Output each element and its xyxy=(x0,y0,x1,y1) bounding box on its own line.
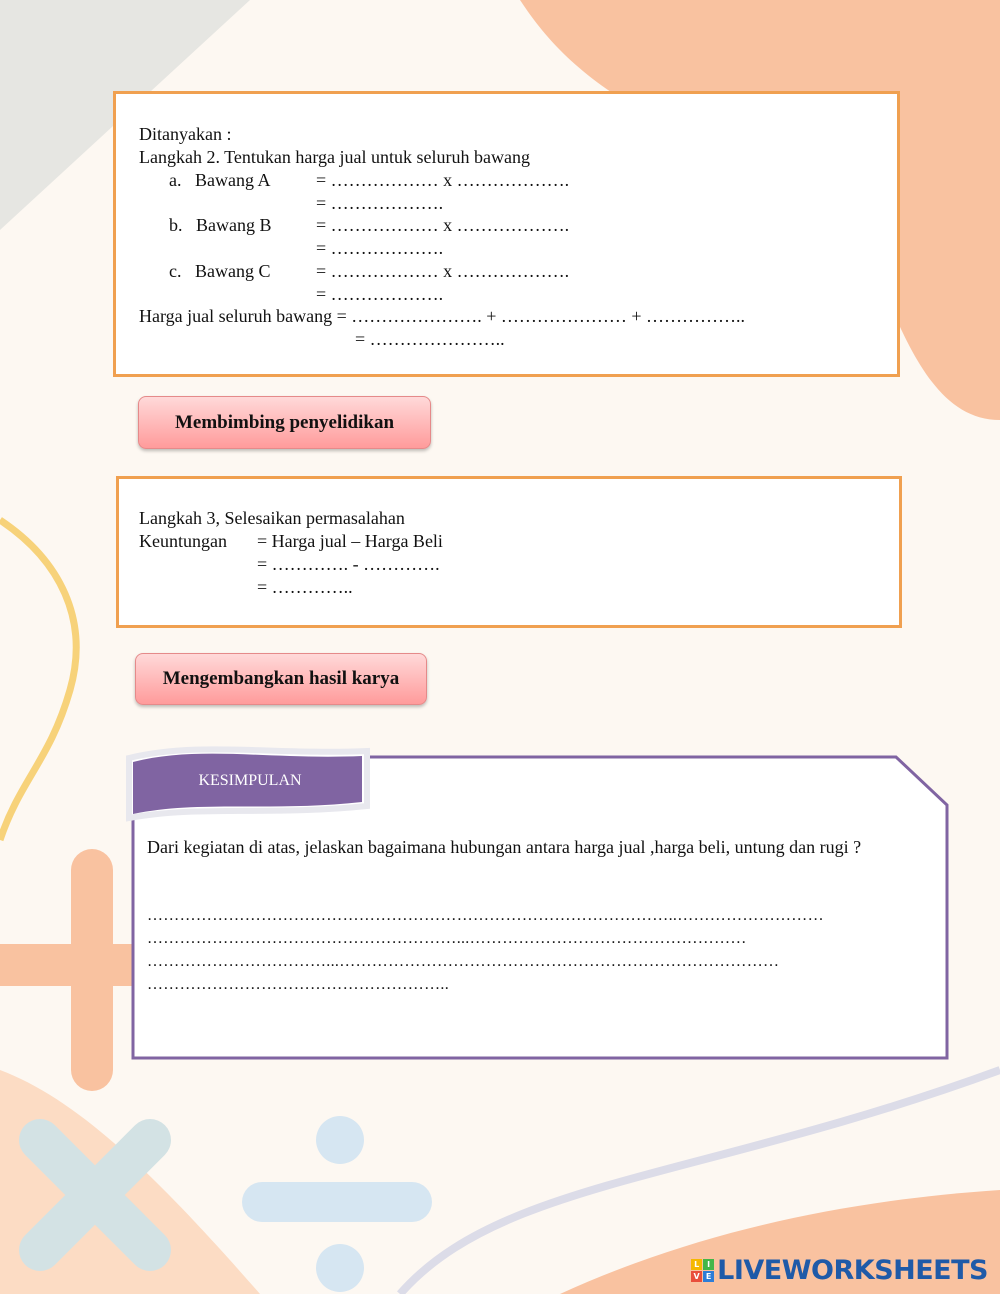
langkah-3-heading: Langkah 3, Selesaikan permasalahan xyxy=(139,508,405,528)
kesimpulan-title: KESIMPULAN xyxy=(198,772,302,789)
bawang-c-label: c. Bawang C xyxy=(169,261,271,281)
ditanyakan-label: Ditanyakan : xyxy=(139,124,232,144)
answer-line-2[interactable]: …………………………………………………...…………………………………………… xyxy=(147,930,747,947)
bawang-b-result[interactable]: = ………………. xyxy=(316,238,444,258)
liveworksheets-logo xyxy=(691,1255,988,1286)
logo-letter: I xyxy=(703,1259,714,1270)
answer-line-3[interactable]: ……………………………...……………………………………………………………………… xyxy=(147,953,780,970)
bawang-c-result[interactable]: = ………………. xyxy=(316,284,444,304)
bawang-b-formula[interactable]: = ……………… x ………………. xyxy=(316,215,570,235)
membimbing-penyelidikan-button[interactable]: Membimbing penyelidikan xyxy=(138,396,431,449)
harga-jual-seluruh-result[interactable]: = ………………….. xyxy=(355,329,505,349)
bawang-b-label: b. Bawang B xyxy=(169,215,272,235)
logo-grid-icon xyxy=(691,1259,714,1282)
bawang-a-formula[interactable]: = ……………… x ………………. xyxy=(316,170,570,190)
answer-line-1[interactable]: ……………………………………………………………………………………..……………………… xyxy=(147,907,824,924)
logo-letter: V xyxy=(691,1271,702,1282)
bawang-a-result[interactable]: = ………………. xyxy=(316,193,444,213)
answer-line-4[interactable]: ……………………………………………….. xyxy=(147,976,449,993)
logo-letter: E xyxy=(703,1271,714,1282)
logo-text: LIVEWORKSHEETS xyxy=(717,1255,988,1286)
harga-jual-seluruh-formula[interactable]: Harga jual seluruh bawang = …………………. + ………………… + …………….. xyxy=(139,306,746,326)
langkah-2-heading: Langkah 2. Tentukan harga jual untuk seluruh bawang xyxy=(139,147,530,167)
mengembangkan-hasil-karya-button[interactable]: Mengembangkan hasil karya xyxy=(135,653,427,705)
keuntungan-subtraction[interactable]: = …………. - …………. xyxy=(257,554,440,574)
kesimpulan-question: Dari kegiatan di atas, jelaskan bagaimana hubungan antara harga jual ,harga beli, untung dan rugi ? xyxy=(147,837,862,857)
keuntungan-formula: = Harga jual – Harga Beli xyxy=(257,531,443,551)
bawang-c-formula[interactable]: = ……………… x ………………. xyxy=(316,261,570,281)
keuntungan-label: Keuntungan xyxy=(139,531,227,551)
keuntungan-result[interactable]: = ………….. xyxy=(257,577,353,597)
bawang-a-label: a. Bawang A xyxy=(169,170,271,190)
logo-letter: L xyxy=(691,1259,702,1270)
